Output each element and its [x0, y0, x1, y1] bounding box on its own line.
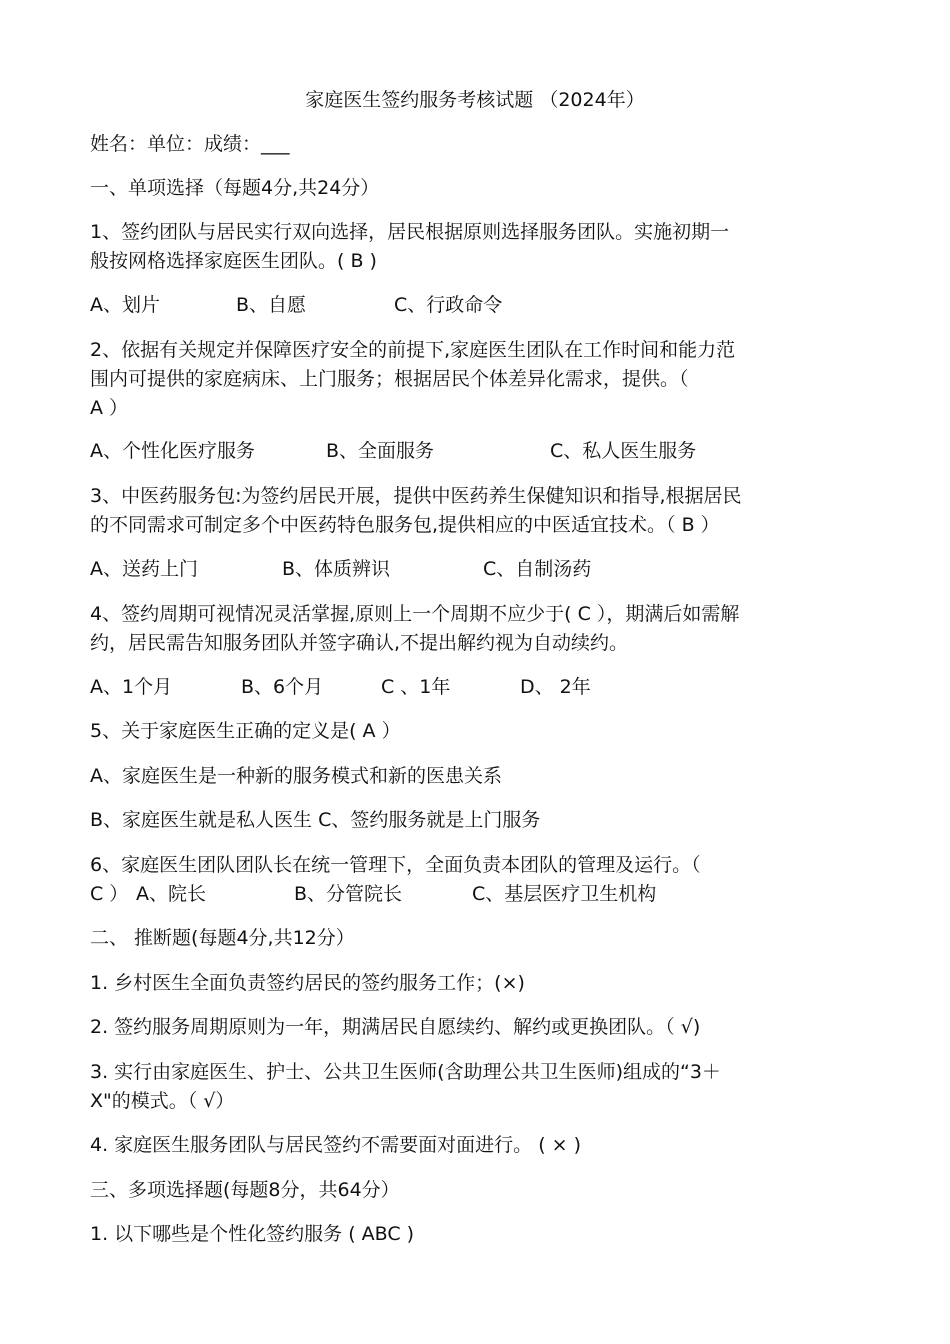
section2-heading: 二、 推断题(每题4分,共12分） [90, 927, 355, 949]
judge-q2: 2. 签约服务周期原则为一年，期满居民自愿续约、解约或更换团队。（ √) [90, 1016, 701, 1038]
q1-line1: 1、签约团队与居民实行双向选择，居民根据原则选择服务团队。实施初期一 [90, 221, 730, 243]
q4-line1: 4、签约周期可视情况灵活掌握,原则上一个周期不应少于( C ），期满后如需解 [90, 603, 740, 625]
q2-line2: 围内可提供的家庭病床、上门服务；根据居民个体差异化需求，提供。（ [90, 368, 689, 390]
q4-options [90, 673, 870, 701]
q4-line2: 约，居民需告知服务团队并签字确认,不提出解约视为自动续约。 [90, 632, 629, 654]
q6-option-a: A、院长 [136, 883, 206, 905]
q5-option-bc: B、家庭医生就是私人医生 C、签约服务就是上门服务 [90, 809, 541, 831]
document-title: 家庭医生签约服务考核试题 （2024年） [305, 89, 645, 111]
q2-option-b: B、全面服务 [326, 440, 435, 462]
q2-line3: A ） [90, 397, 129, 419]
section3-heading: 三、多项选择题(每题8分，共64分） [90, 1179, 400, 1201]
q3-options [90, 555, 870, 583]
q3-line2: 的不同需求可制定多个中医药特色服务包,提供相应的中医适宜技术。（ B ） [90, 514, 720, 536]
q6-line1: 6、家庭医生团队团队长在统一管理下，全面负责本团队的管理及运行。（ [90, 854, 701, 876]
q4-option-a: A、1个月 [90, 676, 173, 698]
q3-line1: 3、中医药服务包:为签约居民开展，提供中医药养生保健知识和指导,根据居民 [90, 485, 742, 507]
judge-q4: 4. 家庭医生服务团队与居民签约不需要面对面进行。 ( × ) [90, 1134, 582, 1156]
q5-line1: 5、关于家庭医生正确的定义是( A ） [90, 720, 401, 742]
q3-option-b: B、体质辨识 [282, 558, 391, 580]
q5-option-a: A、家庭医生是一种新的服务模式和新的医患关系 [90, 765, 502, 787]
section1-heading: 一、单项选择（每题4分,共24分） [90, 177, 380, 199]
q6-line2 [90, 880, 870, 908]
judge-q3-line2: X"的模式。（ √） [90, 1090, 235, 1112]
q2-option-a: A、个性化医疗服务 [90, 440, 255, 462]
q1-line2: 般按网格选择家庭医生团队。( B ) [90, 250, 377, 272]
q6-option-c: C、基层医疗卫生机构 [472, 883, 657, 905]
q3-option-a: A、送药上门 [90, 558, 198, 580]
q1-options [90, 291, 870, 319]
judge-q3-line1: 3. 实行由家庭医生、护士、公共卫生医师(含助理公共卫生医师)组成的“3＋ [90, 1061, 721, 1083]
q4-option-c: C 、1年 [381, 676, 451, 698]
q6-option-b: B、分管院长 [294, 883, 403, 905]
q1-option-b: B、自愿 [236, 294, 307, 316]
judge-q1: 1. 乡村医生全面负责签约居民的签约服务工作；(×) [90, 972, 525, 994]
q2-option-c: C、私人医生服务 [550, 440, 697, 462]
q3-option-c: C、自制汤药 [483, 558, 592, 580]
q4-option-b: B、6个月 [241, 676, 324, 698]
q2-line1: 2、依据有关规定并保障医疗安全的前提下,家庭医生团队在工作时间和能力范 [90, 339, 736, 361]
multi-q1: 1. 以下哪些是个性化签约服务 ( ABC ) [90, 1223, 415, 1245]
q1-option-a: A、划片 [90, 294, 160, 316]
header-info-line: 姓名：单位：成绩：___ [90, 133, 290, 155]
q2-options [90, 437, 870, 465]
q1-option-c: C、行政命令 [394, 294, 503, 316]
q6-answer: C ） [90, 883, 129, 905]
q4-option-d: D、 2年 [520, 676, 591, 698]
